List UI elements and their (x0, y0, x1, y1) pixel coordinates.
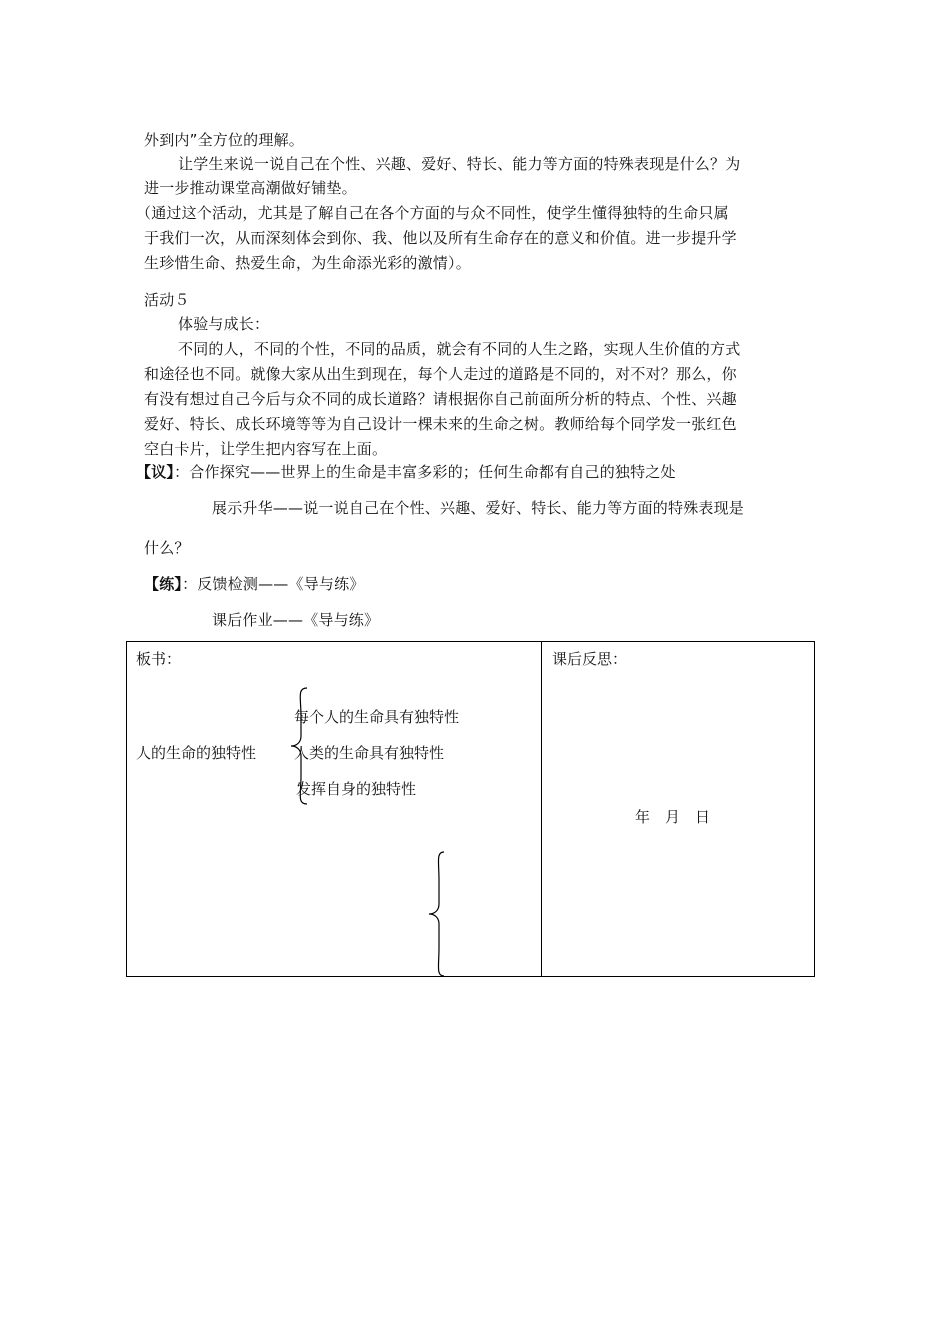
date-field: 年 月 日 (635, 808, 711, 826)
board-point-2: 人类的生命具有独特性 (294, 744, 445, 762)
discuss-line-2: 展示升华——说一说自己在个性、兴趣、爱好、特长、能力等方面的特殊表现是 (212, 499, 745, 517)
practice-line-2: 课后作业——《导与练》 (212, 611, 380, 629)
discuss-line (136, 462, 676, 482)
paragraph-line: 和途径也不同。就像大家从出生到现在，每个人走过的道路是不同的，对不对？那么，你 (144, 365, 737, 383)
discuss-line-3: 什么？ (144, 539, 190, 557)
discuss-label: 【议】 (136, 463, 175, 481)
board-point-1: 每个人的生命具有独特性 (294, 708, 460, 726)
paragraph-line: （通过这个活动，尤其是了解自己在各个方面的与众不同性，使学生懂得独特的生命只属 (136, 204, 729, 222)
board-label: 板书： (136, 650, 182, 668)
paragraph-line: 外到内”全方位的理解。 (144, 131, 304, 149)
practice-label: 【练】 (144, 575, 183, 593)
activity-heading: 活动５ (144, 291, 190, 309)
paragraph-line: 于我们一次，从而深刻体会到你、我、他以及所有生命存在的意义和价值。进一步提升学 (144, 229, 737, 247)
discuss-text: ：合作探究——世界上的生命是丰富多彩的；任何生命都有自己的独特之处 (174, 463, 676, 481)
practice-line (144, 574, 365, 594)
experience-title: 体验与成长： (178, 315, 270, 333)
paragraph-line: 进一步推动课堂高潮做好铺垫。 (144, 179, 357, 197)
paragraph-line: 有没有想过自己今后与众不同的成长道路？请根据你自己前面所分析的特点、个性、兴趣 (144, 390, 737, 408)
paragraph-line: 不同的人，不同的个性，不同的品质，就会有不同的人生之路，实现人生价值的方式 (178, 340, 741, 358)
practice-text: ：反馈检测——《导与练》 (182, 575, 365, 593)
board-topic: 人的生命的独特性 (136, 744, 257, 762)
left-brace-icon (427, 850, 447, 978)
board-point-3: 发挥自身的独特性 (296, 780, 417, 798)
table-divider (541, 642, 542, 976)
paragraph-line: 爱好、特长、成长环境等等为自己设计一棵未来的生命之树。教师给每个同学发一张红色 (144, 415, 737, 433)
board-table (126, 641, 815, 977)
paragraph-line: 让学生来说一说自己在个性、兴趣、爱好、特长、能力等方面的特殊表现是什么？为 (178, 155, 741, 173)
paragraph-line: 空白卡片，让学生把内容写在上面。 (144, 440, 388, 458)
paragraph-line: 生珍惜生命、热爱生命，为生命添光彩的激情）。 (144, 254, 471, 272)
reflect-label: 课后反思： (552, 650, 628, 668)
